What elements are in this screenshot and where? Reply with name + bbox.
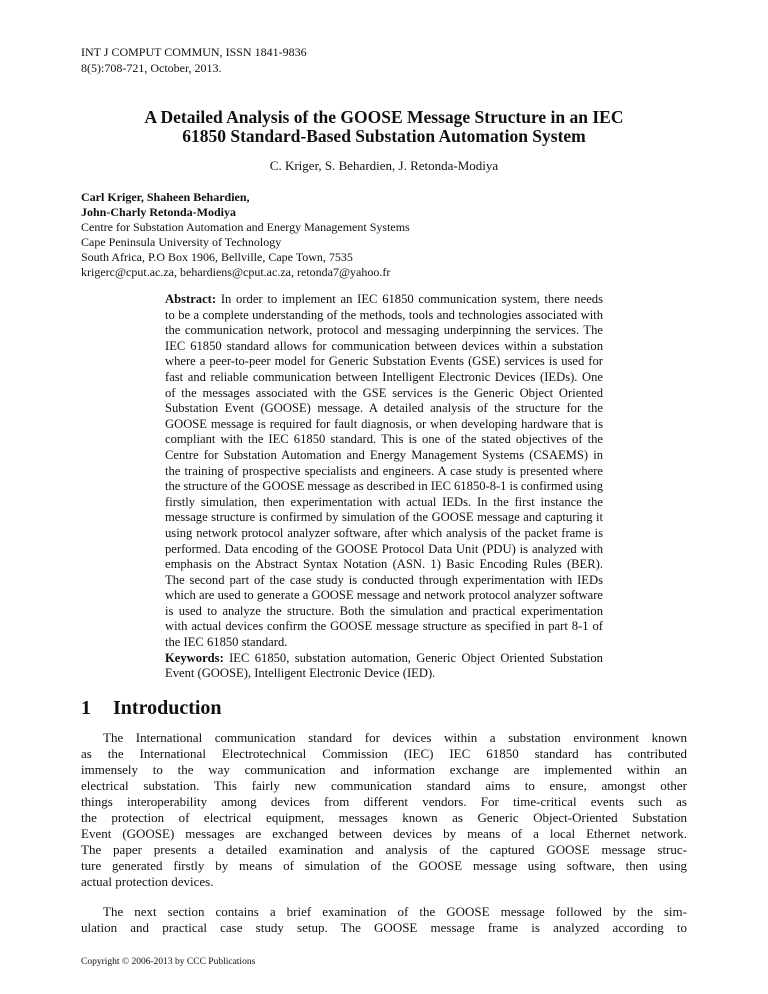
text-line: The International communication standard for devices within a substation environment known [103,729,687,745]
text-line: The paper presents a detailed examination and analysis of the captured GOOSE message struc- [81,841,687,857]
text-line: GOOSE message is required for fault diagnosis, or when developing hardware that is [165,416,603,431]
text-line: Centre for Substation Automation and Energy Management Systems (CSAEMS) in [165,447,603,462]
emails: krigerc@cput.ac.za, behardiens@cput.ac.za, retonda7@yahoo.fr [81,265,391,279]
text-line: as the International Electrotechnical Commission (IEC) IEC 61850 standard has contributed [81,745,687,761]
abstract-label: Abstract: [165,292,217,306]
text-line: compliant with the IEC 61850 standard. This is one of the stated objectives of the [165,432,603,447]
section-number: 1 [81,696,91,719]
author-list: C. Kriger, S. Behardien, J. Retonda-Modiya [269,158,499,173]
text-line: the training of prospective specialists and engineers. A case study is presented where [165,463,603,478]
text-line: Substation Event (GOOSE) message. A detailed analysis of the structure for the [165,401,603,416]
text-line: ulation and practical case study setup. The GOOSE message frame is analyzed according to [81,919,687,935]
author-names: Carl Kriger, Shaheen Behardien, [81,190,250,204]
text-line: is used to analyze the structure. Both the simulation and practical experimentation [165,603,603,618]
address: South Africa, P.O Box 1906, Bellville, Cape Town, 7535 [81,250,353,264]
intro-paragraph-2 [81,904,687,936]
copyright-footer: Copyright © 2006-2013 by CCC Publications [81,956,256,967]
intro-paragraph-1 [81,730,687,890]
text-line: emphasis on the Abstract Syntax Notation (ASN. 1) Basic Encoding Rules (BER). [165,557,603,572]
text-line: the IEC 61850 standard. [165,635,288,650]
text-line: of the messages associated with the GSE services is the Generic Object Oriented [165,385,603,400]
text-line: The next section contains a brief examination of the GOOSE message followed by the sim- [103,903,687,919]
text-line: things interoperability among devices from different vendors. For time-critical events such as [81,793,687,809]
text-line: firstly simulation, then experimentation with actual IEDs. In the first instance the [165,494,603,509]
text-line: actual protection devices. [81,873,214,889]
title-line-1: A Detailed Analysis of the GOOSE Message Structure in an IEC [144,107,624,127]
text-line: performed. Data encoding of the GOOSE Protocol Data Unit (PDU) is analyzed with [165,541,603,556]
text-line: Event (GOOSE) messages are exchanged between devices by means of a local Ethernet network. [81,825,687,841]
keywords-line: Keywords: IEC 61850, substation automation, Generic Object Oriented Substation [165,650,603,665]
text-line: using network protocol analyzer software, after which analysis of the packet frame is [165,525,603,540]
author-names: John-Charly Retonda-Modiya [81,205,237,219]
journal-line: INT J COMPUT COMMUN, ISSN 1841-9836 [81,45,307,59]
title-line-2: 61850 Standard-Based Substation Automation System [182,126,586,146]
section-heading [81,696,768,720]
text-line: ture generated firstly by means of simulation of the GOOSE message using software, then using [81,857,687,873]
text-line: the protection of electrical equipment, messages known as Generic Object-Oriented Substation [81,809,687,825]
keywords-label: Keywords: [165,650,224,665]
issue-line: 8(5):708-721, October, 2013. [81,61,222,75]
abstract-body [165,308,603,651]
university-name: Cape Peninsula University of Technology [81,235,282,249]
abstract-first-line: Abstract: In order to implement an IEC 61850 communication system, there needs [165,292,603,306]
text-line: where a peer-to-peer model for Generic Substation Events (GSE) services is used for [165,354,603,369]
section-title: Introduction [113,696,222,719]
text-line: with actual devices confirm the GOOSE message structure as specified in part 8-1 of [165,619,603,634]
text-line: message structure is confirmed by simulation of the GOOSE message and capturing it [165,510,603,525]
text-line: the communication network, protocol and messaging underpinning the services. The [165,323,603,338]
text-line: electrical substation. This fairly new communication standard aims to ensure, amongst other [81,777,687,793]
text-line: to be a complete understanding of the methods, tools and technologies associated with [165,307,603,322]
text-line: which are used to generate a GOOSE message and network protocol analyzer software [165,588,603,603]
text-line: The second part of the case study is conducted through experimentation with IEDs [165,572,603,587]
journal-header [81,44,768,76]
keywords-line: Event (GOOSE), Intelligent Electronic Device (IED). [165,666,436,681]
paper-title [60,108,708,146]
abstract [165,292,603,682]
text-line: IEC 61850 standard allows for communication between devices within a substation [165,338,603,353]
affiliation-block [81,190,768,280]
text-line: fast and reliable communication between Intelligent Electronic Devices (IEDs). One [165,369,603,384]
text-line: immensely to the way communication and information exchange are implemented within an [81,761,687,777]
centre-name: Centre for Substation Automation and Energy Management Systems [81,220,410,234]
text-line: the structure of the GOOSE message as described in IEC 61850-8-1 is confirmed using [165,479,603,494]
